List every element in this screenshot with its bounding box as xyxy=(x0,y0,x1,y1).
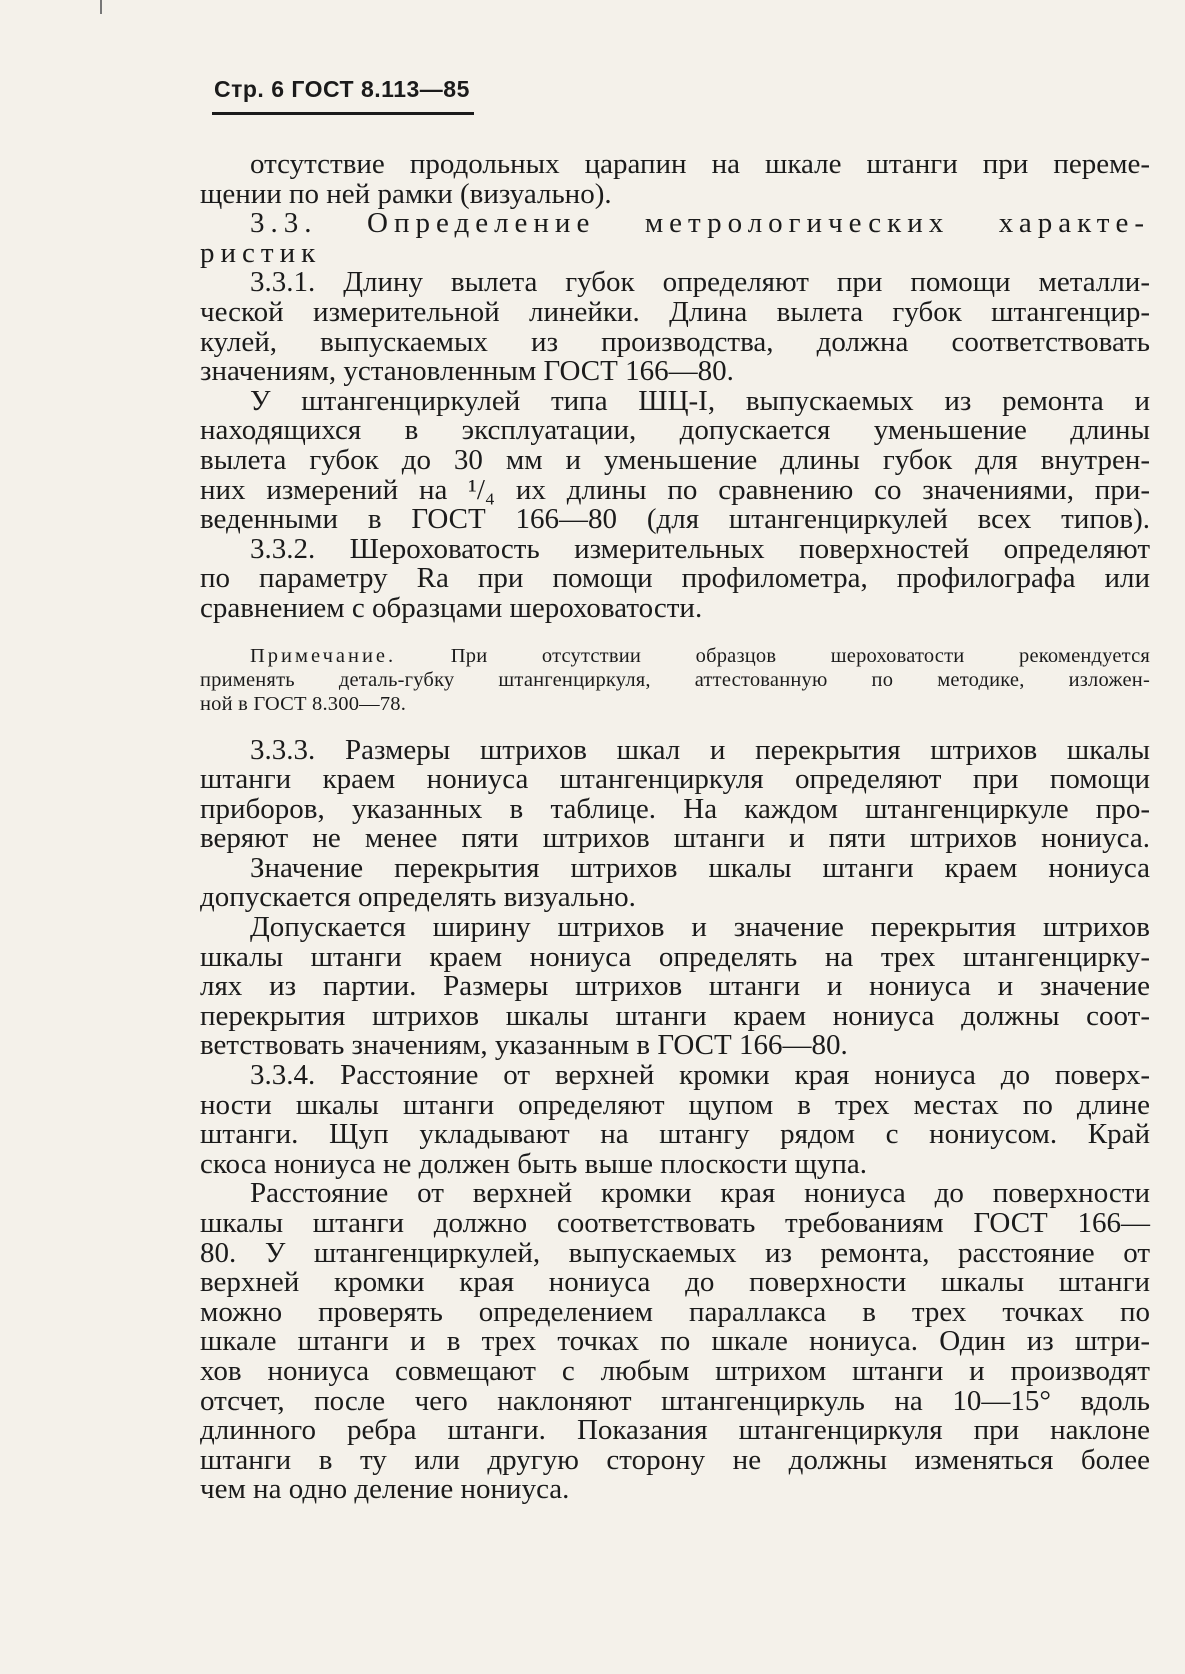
text-line: 3.3.3. Размеры штрихов шкал и перекрытия штрихов шкалы xyxy=(250,733,1150,766)
page-header: Стр. 6 ГОСТ 8.113—85 xyxy=(214,76,470,102)
body-text xyxy=(200,150,1150,1505)
note-label: Примечание. xyxy=(250,644,397,667)
note-line xyxy=(200,644,1150,668)
text-line: Значение перекрытия штрихов шкалы штанги краем нониуса xyxy=(250,851,1150,884)
text-line: допускается определять визуально. xyxy=(200,881,636,914)
text-line: находящихся в эксплуатации, допускается уменьшение длины xyxy=(200,414,1150,447)
text-line: шкалы штанги краем нониуса определять на трех штангенцирку- xyxy=(200,940,1150,973)
text-line: шкалы штанги должно соответствовать требованиям ГОСТ 166— xyxy=(200,1207,1150,1239)
text-line: скоса нониуса не должен быть выше плоскости щупа. xyxy=(200,1147,867,1180)
text-line: значениям, установленным ГОСТ 166—80. xyxy=(200,355,734,388)
text-line: вылета губок до 30 мм и уменьшение длины губок для внутрен- xyxy=(200,443,1150,476)
text-line: штанги в ту или другую сторону не должны изменяться более xyxy=(200,1443,1150,1476)
text-line: веряют не менее пяти штрихов штанги и пяти штрихов нониуса. xyxy=(200,822,1150,855)
text-line: ветствовать значениям, указанным в ГОСТ 166—80. xyxy=(200,1029,848,1062)
text-line: по параметру Ra при помощи профилометра, профилографа или xyxy=(200,562,1150,595)
note-line: ной в ГОСТ 8.300—78. xyxy=(200,692,407,715)
scan-mark xyxy=(100,0,102,14)
text-line: 80. У штангенциркулей, выпускаемых из ремонта, расстояние от xyxy=(200,1236,1150,1269)
text-line: перекрытия штрихов шкалы штанги краем нониуса должны соот- xyxy=(200,999,1150,1032)
text-line: сравнением с образцами шероховатости. xyxy=(200,591,703,624)
text-line: штанги. Щуп укладывают на штангу рядом с нониусом. Край xyxy=(200,1118,1150,1151)
text-line: 3.3.2. Шероховатость измерительных поверхностей определяют xyxy=(250,532,1150,565)
text-line: можно проверять определением параллакса в трех точках по xyxy=(200,1295,1150,1328)
text-line: Допускается ширину штрихов и значение перекрытия штрихов xyxy=(250,911,1150,944)
text-line: отсчет, после чего наклоняют штангенциркуль на 10—15° вдоль xyxy=(200,1384,1150,1417)
text-line: 3.3.4. Расстояние от верхней кромки края нониуса до поверх- xyxy=(250,1059,1150,1092)
section-heading-cont: ристик xyxy=(200,236,322,269)
note-line: применять деталь-губку штангенциркуля, аттестованную по методике, изложен- xyxy=(200,668,1150,691)
text-line: верхней кромки края нониуса до поверхности шкалы штанги xyxy=(200,1266,1150,1299)
text-line: приборов, указанных в таблице. На каждом штангенциркуле про- xyxy=(200,792,1150,825)
text-line: штанги краем нониуса штангенциркуля определяют при помощи xyxy=(200,763,1150,796)
text-line: хов нониуса совмещают с любым штрихом штанги и производят xyxy=(200,1354,1150,1387)
text-line: щении по ней рамки (визуально). xyxy=(200,177,612,210)
text-line: кулей, выпускаемых из производства, должна соответствовать xyxy=(200,325,1150,358)
text-line: веденными в ГОСТ 166—80 (для штангенциркулей всех типов). xyxy=(200,503,1150,536)
text-line: ческой измерительной линейки. Длина вылета губок штангенцир- xyxy=(200,295,1150,328)
text-line: Расстояние от верхней кромки края нониуса до поверхности xyxy=(250,1177,1150,1210)
text-line: ности шкалы штанги определяют щупом в трех местах по длине xyxy=(200,1088,1150,1121)
header-rule xyxy=(212,112,474,115)
text-line: отсутствие продольных царапин на шкале штанги при переме- xyxy=(250,148,1150,180)
text-line: лях из партии. Размеры штрихов штанги и нониуса и значение xyxy=(200,970,1150,1003)
note-block xyxy=(200,644,1150,716)
text-line: них измерений на ¹/₄ их длины по сравнению со значениями, при- xyxy=(200,473,1150,506)
text-line: чем на одно деление нониуса. xyxy=(200,1473,570,1506)
section-heading: 3.3. Определение метрологических характе- xyxy=(250,207,1150,240)
note-text: При отсутствии образцов шероховатости рекомендуется xyxy=(450,644,1151,667)
text-line: 3.3.1. Длину вылета губок определяют при помощи металли- xyxy=(250,266,1150,299)
text-line: шкале штанги и в трех точках по шкале нониуса. Один из штри- xyxy=(200,1325,1150,1358)
text-line: длинного ребра штанги. Показания штангенциркуля при наклоне xyxy=(200,1414,1150,1447)
text-line: У штангенциркулей типа ШЦ-I, выпускаемых из ремонта и xyxy=(250,384,1150,417)
